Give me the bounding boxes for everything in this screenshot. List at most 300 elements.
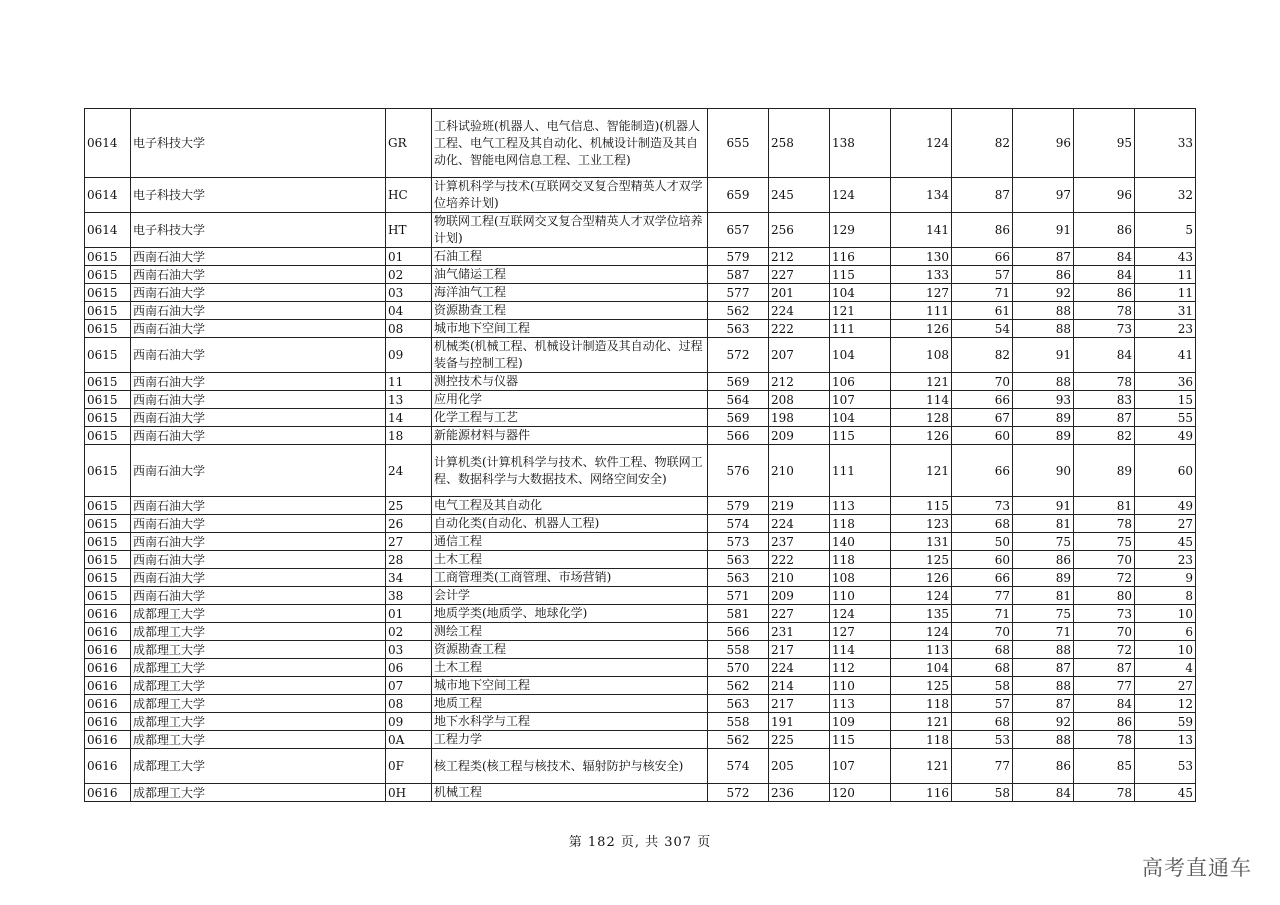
total-score-cell: 563 [708, 551, 769, 569]
major-name-cell: 会计学 [432, 587, 708, 605]
major-code-cell: 0F [386, 749, 432, 784]
total-score-cell: 573 [708, 533, 769, 551]
major-code-cell: 25 [386, 497, 432, 515]
school-code-cell: 0616 [85, 695, 131, 713]
score-cell: 219 [769, 497, 830, 515]
score-cell: 73 [1074, 320, 1135, 338]
school-name-cell: 西南石油大学 [131, 551, 386, 569]
total-score-cell: 579 [708, 248, 769, 266]
score-cell: 111 [830, 445, 891, 497]
major-name-cell: 城市地下空间工程 [432, 320, 708, 338]
table-row [85, 248, 1196, 266]
score-cell: 68 [952, 659, 1013, 677]
score-cell: 27 [1135, 677, 1196, 695]
school-name-cell: 西南石油大学 [131, 445, 386, 497]
school-code-cell: 0616 [85, 749, 131, 784]
score-cell: 124 [830, 178, 891, 213]
score-cell: 140 [830, 533, 891, 551]
total-score-cell: 563 [708, 569, 769, 587]
school-code-cell: 0616 [85, 605, 131, 623]
score-cell: 23 [1135, 551, 1196, 569]
school-code-cell: 0616 [85, 713, 131, 731]
table-row [85, 533, 1196, 551]
score-cell: 12 [1135, 695, 1196, 713]
school-name-cell: 成都理工大学 [131, 641, 386, 659]
score-cell: 88 [1013, 302, 1074, 320]
score-cell: 45 [1135, 784, 1196, 802]
major-code-cell: 28 [386, 551, 432, 569]
school-name-cell: 西南石油大学 [131, 338, 386, 373]
table-row [85, 641, 1196, 659]
school-name-cell: 西南石油大学 [131, 533, 386, 551]
major-name-cell: 地下水科学与工程 [432, 713, 708, 731]
score-cell: 86 [1074, 713, 1135, 731]
score-cell: 78 [1074, 731, 1135, 749]
score-cell: 112 [830, 659, 891, 677]
school-name-cell: 电子科技大学 [131, 213, 386, 248]
score-cell: 92 [1013, 284, 1074, 302]
score-cell: 126 [891, 320, 952, 338]
score-cell: 96 [1013, 109, 1074, 178]
score-cell: 110 [830, 677, 891, 695]
score-cell: 114 [830, 641, 891, 659]
score-cell: 59 [1135, 713, 1196, 731]
total-score-cell: 574 [708, 749, 769, 784]
score-cell: 208 [769, 391, 830, 409]
score-cell: 8 [1135, 587, 1196, 605]
score-cell: 205 [769, 749, 830, 784]
score-cell: 78 [1074, 373, 1135, 391]
score-cell: 88 [1013, 320, 1074, 338]
total-score-cell: 563 [708, 320, 769, 338]
table-row [85, 409, 1196, 427]
major-name-cell: 物联网工程(互联网交叉复合型精英人才双学位培养计划) [432, 213, 708, 248]
school-name-cell: 西南石油大学 [131, 320, 386, 338]
major-name-cell: 核工程类(核工程与核技术、辐射防护与核安全) [432, 749, 708, 784]
score-cell: 214 [769, 677, 830, 695]
major-code-cell: 07 [386, 677, 432, 695]
score-cell: 10 [1135, 605, 1196, 623]
score-cell: 236 [769, 784, 830, 802]
score-cell: 130 [891, 248, 952, 266]
total-score-cell: 563 [708, 695, 769, 713]
score-cell: 113 [891, 641, 952, 659]
school-code-cell: 0616 [85, 677, 131, 695]
score-cell: 43 [1135, 248, 1196, 266]
school-name-cell: 成都理工大学 [131, 749, 386, 784]
major-code-cell: 08 [386, 695, 432, 713]
table-row [85, 427, 1196, 445]
score-cell: 209 [769, 587, 830, 605]
school-code-cell: 0615 [85, 533, 131, 551]
major-name-cell: 化学工程与工艺 [432, 409, 708, 427]
score-cell: 90 [1013, 445, 1074, 497]
total-score-cell: 566 [708, 427, 769, 445]
score-cell: 82 [952, 338, 1013, 373]
total-score-cell: 562 [708, 677, 769, 695]
score-cell: 115 [830, 731, 891, 749]
score-cell: 107 [830, 391, 891, 409]
table-row [85, 551, 1196, 569]
school-code-cell: 0615 [85, 551, 131, 569]
total-score-cell: 655 [708, 109, 769, 178]
major-code-cell: 13 [386, 391, 432, 409]
major-name-cell: 测控技术与仪器 [432, 373, 708, 391]
score-cell: 57 [952, 695, 1013, 713]
score-cell: 121 [891, 713, 952, 731]
table-row [85, 784, 1196, 802]
score-cell: 209 [769, 427, 830, 445]
score-cell: 129 [830, 213, 891, 248]
total-score-cell: 574 [708, 515, 769, 533]
score-cell: 75 [1013, 533, 1074, 551]
score-cell: 108 [830, 569, 891, 587]
table-row [85, 515, 1196, 533]
score-cell: 95 [1074, 109, 1135, 178]
school-code-cell: 0615 [85, 515, 131, 533]
score-cell: 84 [1074, 695, 1135, 713]
school-name-cell: 成都理工大学 [131, 695, 386, 713]
major-name-cell: 油气储运工程 [432, 266, 708, 284]
score-cell: 53 [952, 731, 1013, 749]
score-cell: 124 [891, 109, 952, 178]
score-cell: 121 [891, 373, 952, 391]
major-code-cell: 34 [386, 569, 432, 587]
watermark: 高考直通车 [1142, 856, 1252, 880]
score-cell: 225 [769, 731, 830, 749]
score-cell: 87 [1013, 248, 1074, 266]
score-cell: 89 [1013, 427, 1074, 445]
score-cell: 224 [769, 659, 830, 677]
major-name-cell: 计算机科学与技术(互联网交叉复合型精英人才双学位培养计划) [432, 178, 708, 213]
major-name-cell: 工商管理类(工商管理、市场营销) [432, 569, 708, 587]
score-cell: 86 [1013, 266, 1074, 284]
table-row [85, 178, 1196, 213]
table-row [85, 320, 1196, 338]
school-name-cell: 西南石油大学 [131, 391, 386, 409]
school-name-cell: 西南石油大学 [131, 302, 386, 320]
score-cell: 11 [1135, 284, 1196, 302]
score-cell: 86 [1074, 284, 1135, 302]
school-name-cell: 西南石油大学 [131, 427, 386, 445]
score-cell: 78 [1074, 515, 1135, 533]
table-row [85, 338, 1196, 373]
score-cell: 227 [769, 266, 830, 284]
score-cell: 104 [891, 659, 952, 677]
score-cell: 49 [1135, 427, 1196, 445]
score-cell: 121 [891, 749, 952, 784]
score-table-container [84, 108, 1196, 802]
score-cell: 27 [1135, 515, 1196, 533]
score-cell: 124 [891, 623, 952, 641]
score-cell: 81 [1074, 497, 1135, 515]
school-code-cell: 0616 [85, 784, 131, 802]
score-cell: 116 [830, 248, 891, 266]
total-score-cell: 562 [708, 731, 769, 749]
table-row [85, 213, 1196, 248]
major-code-cell: 26 [386, 515, 432, 533]
score-cell: 87 [1074, 659, 1135, 677]
score-cell: 71 [1013, 623, 1074, 641]
score-cell: 81 [1013, 515, 1074, 533]
score-cell: 49 [1135, 497, 1196, 515]
major-name-cell: 资源勘查工程 [432, 302, 708, 320]
score-cell: 75 [1074, 533, 1135, 551]
table-row [85, 731, 1196, 749]
table-row [85, 391, 1196, 409]
school-code-cell: 0616 [85, 641, 131, 659]
major-name-cell: 自动化类(自动化、机器人工程) [432, 515, 708, 533]
score-cell: 138 [830, 109, 891, 178]
score-cell: 89 [1013, 409, 1074, 427]
major-name-cell: 土木工程 [432, 659, 708, 677]
score-cell: 68 [952, 515, 1013, 533]
score-cell: 71 [952, 284, 1013, 302]
total-score-cell: 558 [708, 641, 769, 659]
score-cell: 191 [769, 713, 830, 731]
major-name-cell: 机械工程 [432, 784, 708, 802]
major-code-cell: 03 [386, 284, 432, 302]
score-cell: 85 [1074, 749, 1135, 784]
total-score-cell: 581 [708, 605, 769, 623]
score-cell: 116 [891, 784, 952, 802]
table-row [85, 569, 1196, 587]
school-name-cell: 西南石油大学 [131, 497, 386, 515]
school-code-cell: 0615 [85, 587, 131, 605]
major-code-cell: 04 [386, 302, 432, 320]
score-cell: 88 [1013, 731, 1074, 749]
score-cell: 77 [1074, 677, 1135, 695]
major-name-cell: 电气工程及其自动化 [432, 497, 708, 515]
school-name-cell: 成都理工大学 [131, 659, 386, 677]
total-score-cell: 659 [708, 178, 769, 213]
score-cell: 58 [952, 784, 1013, 802]
score-cell: 227 [769, 605, 830, 623]
score-cell: 86 [1013, 749, 1074, 784]
score-cell: 86 [1013, 551, 1074, 569]
score-cell: 84 [1013, 784, 1074, 802]
score-cell: 66 [952, 248, 1013, 266]
major-code-cell: 08 [386, 320, 432, 338]
major-name-cell: 土木工程 [432, 551, 708, 569]
score-cell: 87 [952, 178, 1013, 213]
score-cell: 67 [952, 409, 1013, 427]
score-cell: 60 [1135, 445, 1196, 497]
score-cell: 77 [952, 749, 1013, 784]
major-code-cell: 0H [386, 784, 432, 802]
score-cell: 258 [769, 109, 830, 178]
score-cell: 91 [1013, 497, 1074, 515]
score-cell: 88 [1013, 641, 1074, 659]
school-name-cell: 西南石油大学 [131, 248, 386, 266]
score-cell: 86 [1074, 213, 1135, 248]
score-cell: 111 [830, 320, 891, 338]
major-code-cell: 01 [386, 605, 432, 623]
score-cell: 133 [891, 266, 952, 284]
major-name-cell: 城市地下空间工程 [432, 677, 708, 695]
score-cell: 31 [1135, 302, 1196, 320]
school-name-cell: 电子科技大学 [131, 109, 386, 178]
major-name-cell: 机械类(机械工程、机械设计制造及其自动化、过程装备与控制工程) [432, 338, 708, 373]
score-cell: 108 [891, 338, 952, 373]
total-score-cell: 564 [708, 391, 769, 409]
school-name-cell: 西南石油大学 [131, 587, 386, 605]
score-cell: 126 [891, 427, 952, 445]
score-cell: 126 [891, 569, 952, 587]
score-cell: 15 [1135, 391, 1196, 409]
major-name-cell: 新能源材料与器件 [432, 427, 708, 445]
score-cell: 198 [769, 409, 830, 427]
score-cell: 82 [1074, 427, 1135, 445]
score-cell: 127 [830, 623, 891, 641]
school-code-cell: 0616 [85, 623, 131, 641]
school-name-cell: 电子科技大学 [131, 178, 386, 213]
major-code-cell: 03 [386, 641, 432, 659]
school-name-cell: 成都理工大学 [131, 677, 386, 695]
score-cell: 58 [952, 677, 1013, 695]
score-cell: 96 [1074, 178, 1135, 213]
total-score-cell: 566 [708, 623, 769, 641]
score-cell: 88 [1013, 677, 1074, 695]
score-cell: 93 [1013, 391, 1074, 409]
score-cell: 141 [891, 213, 952, 248]
score-cell: 9 [1135, 569, 1196, 587]
major-code-cell: 02 [386, 623, 432, 641]
score-cell: 121 [891, 445, 952, 497]
major-name-cell: 工科试验班(机器人、电气信息、智能制造)(机器人工程、电气工程及其自动化、机械设计制造及其自动化、智能电网信息工程、工业工程) [432, 109, 708, 178]
page-footer: 第 182 页, 共 307 页 [568, 835, 712, 850]
major-code-cell: 01 [386, 248, 432, 266]
table-row [85, 659, 1196, 677]
major-name-cell: 海洋油气工程 [432, 284, 708, 302]
score-cell: 13 [1135, 731, 1196, 749]
school-code-cell: 0615 [85, 302, 131, 320]
score-cell: 5 [1135, 213, 1196, 248]
school-code-cell: 0614 [85, 178, 131, 213]
major-name-cell: 应用化学 [432, 391, 708, 409]
total-score-cell: 570 [708, 659, 769, 677]
major-code-cell: HC [386, 178, 432, 213]
score-cell: 231 [769, 623, 830, 641]
school-name-cell: 成都理工大学 [131, 605, 386, 623]
score-cell: 237 [769, 533, 830, 551]
total-score-cell: 576 [708, 445, 769, 497]
major-code-cell: 02 [386, 266, 432, 284]
score-table [84, 108, 1196, 802]
score-cell: 68 [952, 713, 1013, 731]
score-cell: 57 [952, 266, 1013, 284]
score-cell: 66 [952, 391, 1013, 409]
score-cell: 210 [769, 445, 830, 497]
school-name-cell: 西南石油大学 [131, 569, 386, 587]
score-cell: 72 [1074, 569, 1135, 587]
score-cell: 123 [891, 515, 952, 533]
table-body [85, 109, 1196, 802]
score-cell: 75 [1013, 605, 1074, 623]
score-cell: 118 [830, 515, 891, 533]
school-name-cell: 西南石油大学 [131, 373, 386, 391]
table-row [85, 266, 1196, 284]
score-cell: 201 [769, 284, 830, 302]
school-name-cell: 成都理工大学 [131, 784, 386, 802]
score-cell: 106 [830, 373, 891, 391]
table-row [85, 445, 1196, 497]
table-row [85, 605, 1196, 623]
total-score-cell: 569 [708, 373, 769, 391]
school-code-cell: 0615 [85, 569, 131, 587]
score-cell: 78 [1074, 302, 1135, 320]
score-cell: 115 [830, 427, 891, 445]
score-cell: 118 [891, 731, 952, 749]
score-cell: 53 [1135, 749, 1196, 784]
major-code-cell: 09 [386, 338, 432, 373]
school-code-cell: 0614 [85, 213, 131, 248]
score-cell: 91 [1013, 338, 1074, 373]
total-score-cell: 577 [708, 284, 769, 302]
major-name-cell: 测绘工程 [432, 623, 708, 641]
total-score-cell: 571 [708, 587, 769, 605]
score-cell: 207 [769, 338, 830, 373]
table-row [85, 749, 1196, 784]
score-cell: 91 [1013, 213, 1074, 248]
score-cell: 110 [830, 587, 891, 605]
school-code-cell: 0616 [85, 659, 131, 677]
score-cell: 10 [1135, 641, 1196, 659]
score-cell: 88 [1013, 373, 1074, 391]
school-code-cell: 0615 [85, 427, 131, 445]
score-cell: 70 [1074, 551, 1135, 569]
score-cell: 70 [952, 623, 1013, 641]
score-cell: 73 [1074, 605, 1135, 623]
major-code-cell: 38 [386, 587, 432, 605]
score-cell: 115 [830, 266, 891, 284]
score-cell: 125 [891, 677, 952, 695]
score-cell: 61 [952, 302, 1013, 320]
score-cell: 134 [891, 178, 952, 213]
school-name-cell: 成都理工大学 [131, 731, 386, 749]
total-score-cell: 562 [708, 302, 769, 320]
score-cell: 210 [769, 569, 830, 587]
school-name-cell: 西南石油大学 [131, 284, 386, 302]
major-code-cell: 11 [386, 373, 432, 391]
score-cell: 83 [1074, 391, 1135, 409]
major-name-cell: 资源勘查工程 [432, 641, 708, 659]
score-cell: 212 [769, 373, 830, 391]
major-code-cell: 27 [386, 533, 432, 551]
score-cell: 60 [952, 551, 1013, 569]
major-name-cell: 地质学类(地质学、地球化学) [432, 605, 708, 623]
score-cell: 87 [1013, 695, 1074, 713]
score-cell: 224 [769, 302, 830, 320]
score-cell: 4 [1135, 659, 1196, 677]
table-row [85, 284, 1196, 302]
total-score-cell: 569 [708, 409, 769, 427]
school-code-cell: 0615 [85, 373, 131, 391]
school-code-cell: 0614 [85, 109, 131, 178]
major-name-cell: 计算机类(计算机科学与技术、软件工程、物联网工程、数据科学与大数据技术、网络空间安全) [432, 445, 708, 497]
score-cell: 77 [952, 587, 1013, 605]
score-cell: 104 [830, 338, 891, 373]
score-cell: 256 [769, 213, 830, 248]
school-name-cell: 西南石油大学 [131, 266, 386, 284]
school-code-cell: 0615 [85, 338, 131, 373]
score-cell: 84 [1074, 266, 1135, 284]
school-name-cell: 西南石油大学 [131, 409, 386, 427]
score-cell: 87 [1074, 409, 1135, 427]
total-score-cell: 587 [708, 266, 769, 284]
table-row [85, 109, 1196, 178]
school-code-cell: 0615 [85, 497, 131, 515]
